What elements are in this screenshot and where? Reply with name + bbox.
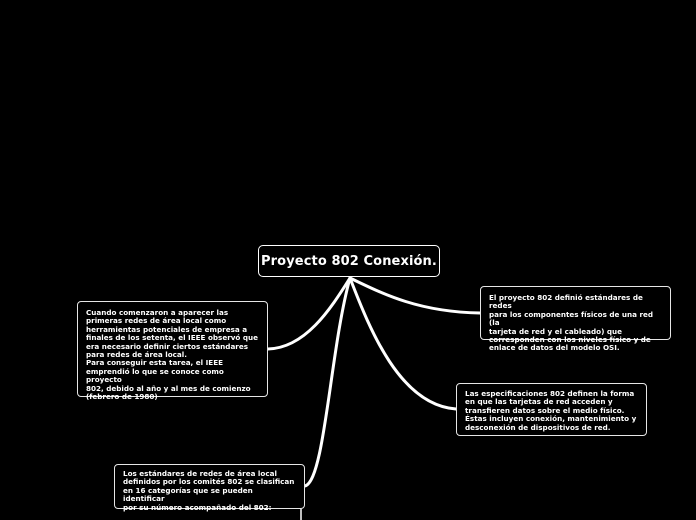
topic-physical-components[interactable]: El proyecto 802 definió estándares de redes para los componentes físicos de una red (la tarjeta de red y el cableado) que corresponden con los niveles físico y de enlace de datos del modelo OSI. <box>480 286 671 340</box>
topic-specifications[interactable]: Las especificaciones 802 definen la forma en que las tarjetas de red acceden y transfieren datos sobre el medio físico. Éstas incluyen conexión, mantenimiento y desconexión de dispositivos de red. <box>456 383 647 436</box>
central-topic-title: Proyecto 802 Conexión. <box>261 253 437 269</box>
central-topic[interactable] <box>258 245 440 277</box>
topic-history[interactable]: Cuando comenzaron a aparecer las primeras redes de área local como herramientas potenciales de empresa a finales de los setenta, el IEEE observó que era necesario definir ciertos estándares para redes de área local. Para conseguir esta tarea, el IEEE emprendió lo que se conoce como proyecto 802, debido al año y al mes de comienzo (febrero de 1980) <box>77 301 268 397</box>
topic-categories[interactable]: Los estándares de redes de área local definidos por los comités 802 se clasifican en 16 categorías que se pueden identificar por su número acompañado del 802: <box>114 464 305 509</box>
connector-right-top <box>350 278 480 313</box>
connector-right-bottom <box>350 278 456 409</box>
